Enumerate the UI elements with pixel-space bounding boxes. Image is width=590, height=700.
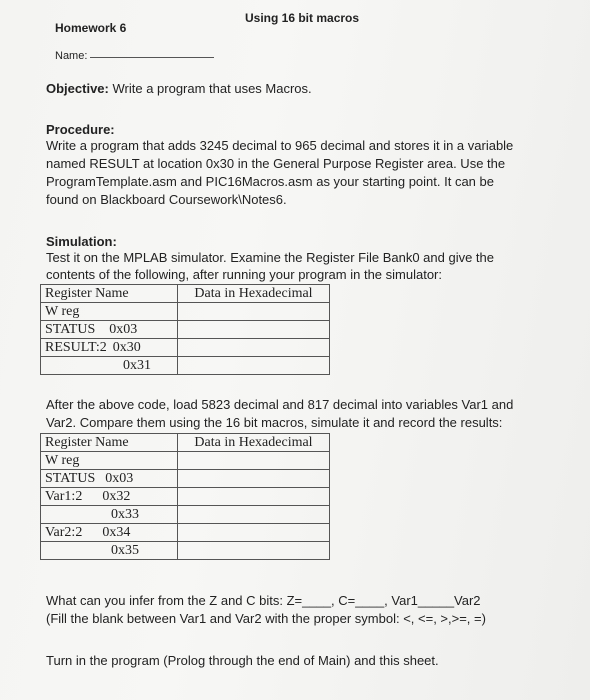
register-address: 0x03 bbox=[109, 322, 138, 337]
value-cell[interactable] bbox=[178, 506, 330, 524]
value-cell[interactable] bbox=[178, 357, 330, 375]
objective-label: Objective: bbox=[46, 81, 109, 96]
value-cell[interactable] bbox=[178, 452, 330, 470]
procedure-label: Procedure: bbox=[46, 122, 115, 137]
register-name: STATUS bbox=[45, 322, 96, 337]
value-cell[interactable] bbox=[178, 524, 330, 542]
row-label: W reg bbox=[41, 452, 178, 470]
homework-title: Homework 6 bbox=[55, 21, 127, 35]
table-row bbox=[41, 524, 330, 542]
col-register-name: Register Name bbox=[41, 434, 178, 452]
row-label bbox=[41, 321, 178, 339]
row-label bbox=[41, 506, 178, 524]
value-cell[interactable] bbox=[178, 470, 330, 488]
infer-question: What can you infer from the Z and C bits: Z=____, C=____, Var1_____Var2 bbox=[46, 593, 481, 608]
simulation-label: Simulation: bbox=[46, 234, 117, 249]
col-register-name: Register Name bbox=[41, 285, 178, 303]
simulation-line-1: Test it on the MPLAB simulator. Examine the Register File Bank0 and give the bbox=[46, 250, 495, 265]
row-label bbox=[41, 488, 178, 506]
procedure-line-1: Write a program that adds 3245 decimal to 965 decimal and stores it in a variable bbox=[46, 138, 514, 153]
col-data-hex: Data in Hexadecimal bbox=[178, 285, 330, 303]
register-name: Var2:2 bbox=[45, 525, 83, 540]
register-address: 0x33 bbox=[111, 507, 139, 522]
register-address: 0x32 bbox=[102, 489, 131, 504]
table-row bbox=[41, 488, 330, 506]
row-label bbox=[41, 470, 178, 488]
register-address: 0x34 bbox=[102, 525, 131, 540]
col-data-hex: Data in Hexadecimal bbox=[178, 434, 330, 452]
turn-in-instruction: Turn in the program (Prolog through the end of Main) and this sheet. bbox=[46, 653, 439, 668]
row-label bbox=[41, 339, 178, 357]
register-name: Var1:2 bbox=[45, 489, 83, 504]
row-label: W reg bbox=[41, 303, 178, 321]
after-line-1: After the above code, load 5823 decimal and 817 decimal into variables Var1 and bbox=[46, 397, 514, 412]
table-row bbox=[41, 303, 330, 321]
row-label bbox=[41, 524, 178, 542]
table-row bbox=[41, 470, 330, 488]
table-row bbox=[41, 506, 330, 524]
value-cell[interactable] bbox=[178, 488, 330, 506]
name-blank-line bbox=[90, 57, 214, 58]
row-label bbox=[41, 357, 178, 375]
register-table-1 bbox=[40, 284, 330, 375]
procedure-line-4: found on Blackboard Coursework\Notes6. bbox=[46, 192, 287, 207]
register-address: 0x03 bbox=[105, 471, 134, 486]
table-row bbox=[41, 452, 330, 470]
register-name: RESULT:2 bbox=[45, 340, 107, 355]
table-row bbox=[41, 339, 330, 357]
after-line-2: Var2. Compare them using the 16 bit macros, simulate it and record the results: bbox=[46, 415, 503, 430]
topic-title: Using 16 bit macros bbox=[245, 11, 360, 25]
row-label bbox=[41, 542, 178, 560]
objective-text: Write a program that uses Macros. bbox=[112, 81, 312, 96]
register-name: STATUS bbox=[45, 471, 96, 486]
simulation-line-2: contents of the following, after running your program in the simulator: bbox=[46, 267, 442, 282]
table-header-row bbox=[41, 285, 330, 303]
table-row bbox=[41, 542, 330, 560]
value-cell[interactable] bbox=[178, 321, 330, 339]
procedure-line-2: named RESULT at location 0x30 in the General Purpose Register area. Use the bbox=[46, 156, 506, 171]
infer-instruction: (Fill the blank between Var1 and Var2 with the proper symbol: <, <=, >,>=, =) bbox=[46, 611, 486, 626]
objective bbox=[46, 80, 312, 98]
value-cell[interactable] bbox=[178, 303, 330, 321]
value-cell[interactable] bbox=[178, 339, 330, 357]
register-address: 0x31 bbox=[123, 358, 151, 373]
register-address: 0x30 bbox=[112, 340, 141, 355]
name-label: Name: bbox=[55, 50, 88, 62]
table-header-row bbox=[41, 434, 330, 452]
table-row bbox=[41, 357, 330, 375]
value-cell[interactable] bbox=[178, 542, 330, 560]
procedure-line-3: ProgramTemplate.asm and PIC16Macros.asm as your starting point. It can be bbox=[46, 174, 494, 189]
register-address: 0x35 bbox=[111, 543, 139, 558]
table-row bbox=[41, 321, 330, 339]
register-table-2 bbox=[40, 433, 330, 560]
